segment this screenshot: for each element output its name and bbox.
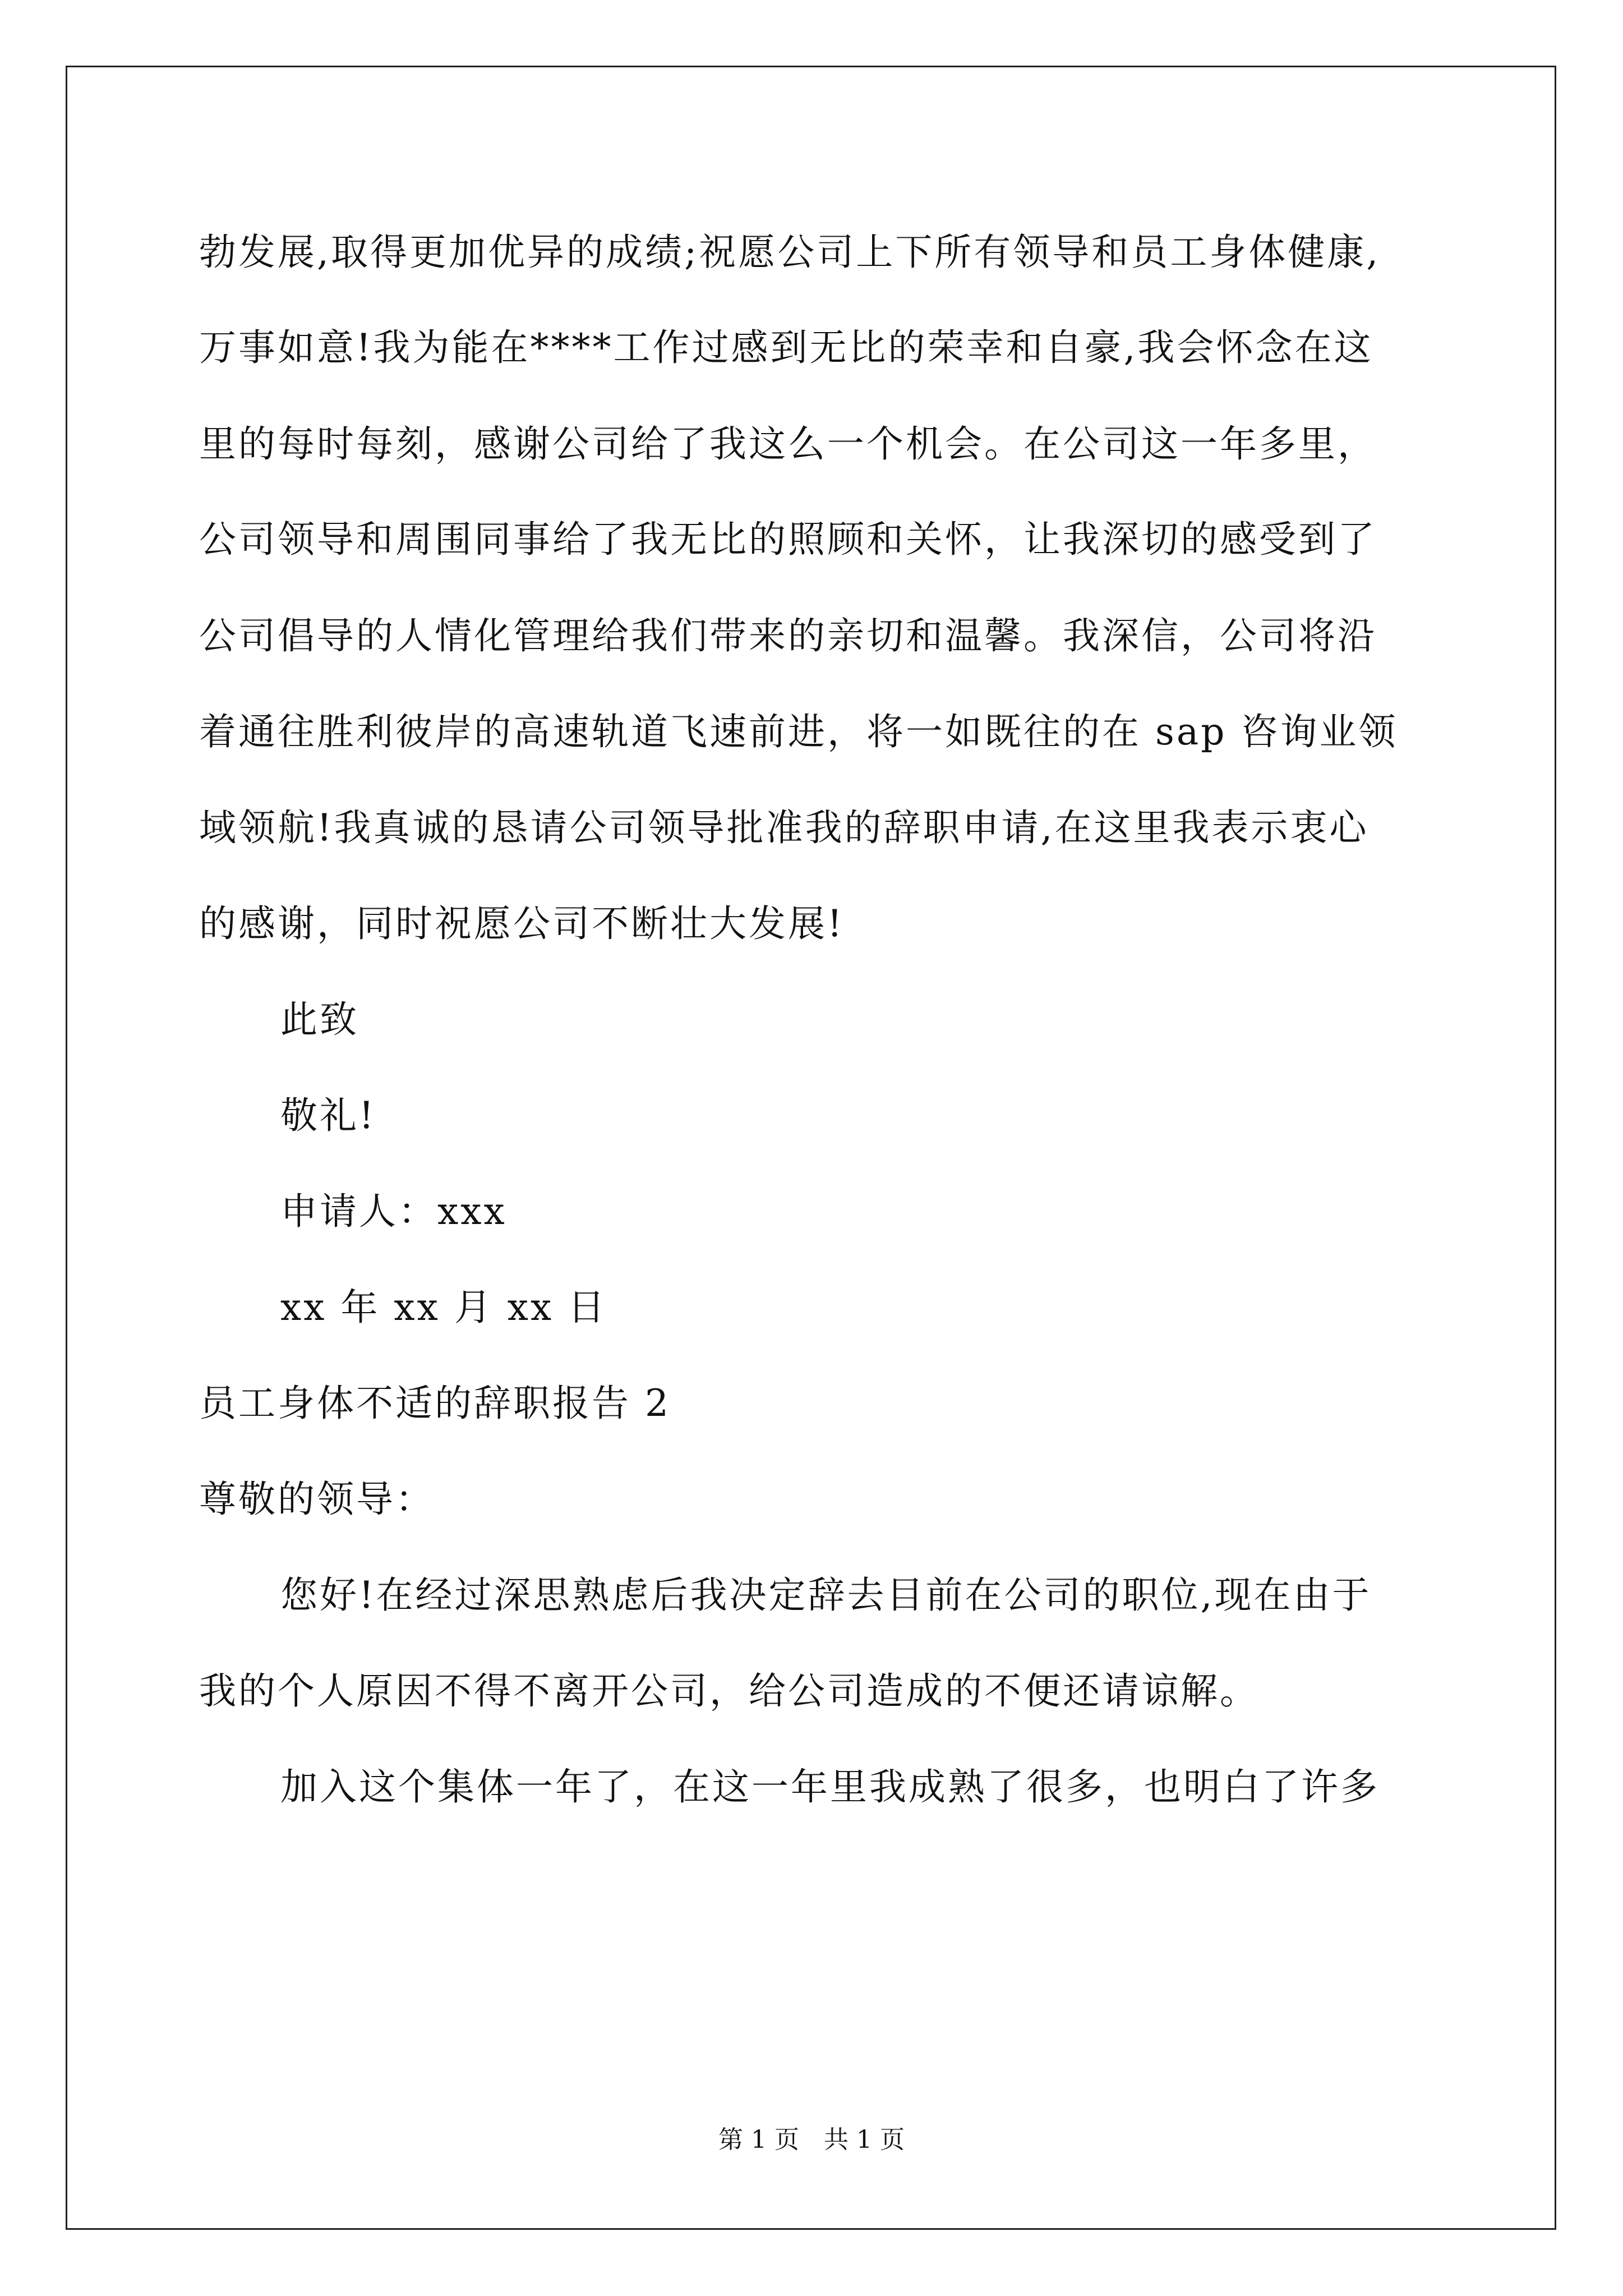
section-title: 员工身体不适的辞职报告 2	[199, 1382, 671, 1425]
salutation-closing: 此致	[280, 998, 359, 1041]
applicant-line: 申请人：xxx	[280, 1190, 507, 1233]
page-footer: 第 1 页 共 1 页	[718, 2125, 905, 2154]
paragraph-line: 里的每时每刻，感谢公司给了我这么一个机会。在公司这一年多里，	[199, 422, 1377, 466]
date-line: xx 年 xx 月 xx 日	[280, 1286, 607, 1329]
paragraph-line: 万事如意!我为能在****工作过感到无比的荣幸和自豪,我会怀念在这	[199, 326, 1373, 369]
paragraph-line: 勃发展,取得更加优异的成绩;祝愿公司上下所有领导和员工身体健康,	[199, 231, 1381, 274]
paragraph-line: 您好!在经过深思熟虑后我决定辞去目前在公司的职位,现在由于	[280, 1573, 1372, 1617]
paragraph-line: 着通往胜利彼岸的高速轨道飞速前进，将一如既往的在 sap 咨询业领	[199, 710, 1398, 753]
greeting: 尊敬的领导：	[199, 1478, 435, 1521]
paragraph-line: 公司倡导的人情化管理给我们带来的亲切和温馨。我深信，公司将沿	[199, 614, 1377, 657]
paragraph-line: 的感谢，同时祝愿公司不断壮大发展!	[199, 902, 845, 945]
paragraph-line: 域领航!我真诚的恳请公司领导批准我的辞职申请,在这里我表示衷心	[199, 806, 1369, 849]
salutation-regards: 敬礼!	[280, 1094, 376, 1137]
paragraph-line: 公司领导和周围同事给了我无比的照顾和关怀，让我深切的感受到了	[199, 518, 1377, 561]
page-border	[66, 66, 1556, 2230]
paragraph-line: 我的个人原因不得不离开公司，给公司造成的不便还请谅解。	[199, 1669, 1259, 1713]
paragraph-line: 加入这个集体一年了，在这一年里我成熟了很多，也明白了许多	[280, 1765, 1380, 1809]
